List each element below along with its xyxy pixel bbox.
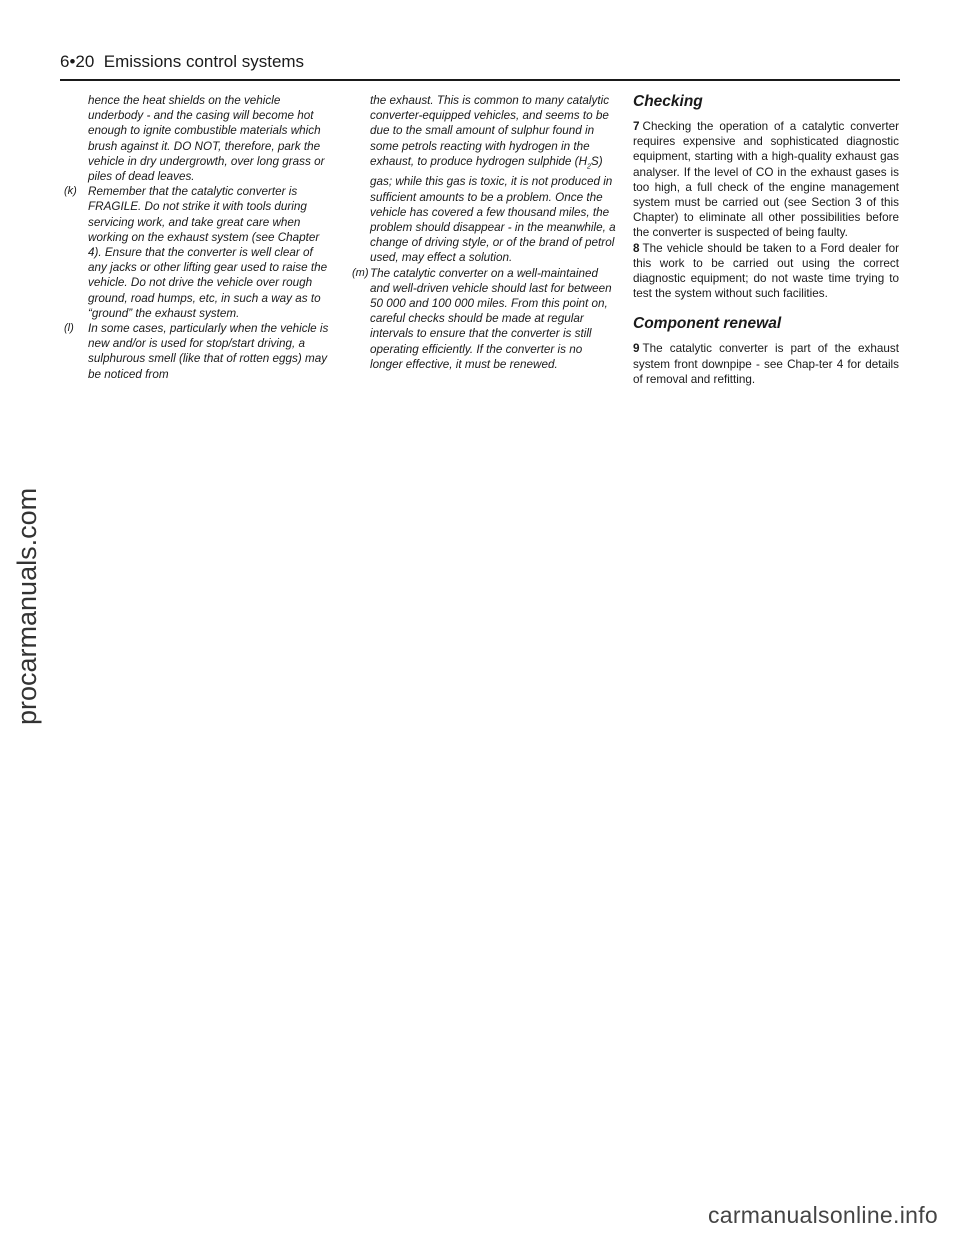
paragraph-7	[633, 119, 899, 241]
section-title: Emissions control systems	[103, 52, 305, 71]
list-item-m	[352, 266, 617, 372]
paragraph-9	[633, 341, 899, 387]
page-header	[60, 52, 304, 72]
continued-text: hence the heat shields on the vehicle underbody - and the casing will become hot enough to ignite combustible materials which brush against it. DO NOT, therefore, park the vehicle in dry undergrowth, over long grass or piles of dead leaves.	[88, 94, 325, 184]
heading-component-renewal: Component renewal	[633, 315, 782, 333]
list-item-k	[64, 184, 334, 321]
item-text: The catalytic converter on a well-maintained and well-driven vehicle should last for between 50 000 and 100 000 miles. From this point on, careful checks should be made at regular intervals to ensure that the converter is still operating efficiently. If the converter is no longer effective, it must be renewed.	[370, 266, 612, 371]
paragraph-8	[633, 241, 899, 302]
header-rule	[60, 79, 900, 81]
paragraph-number: 9	[633, 342, 640, 356]
item-text: In some cases, particularly when the vehicle is new and/or is used for stop/start driving, a sulphurous smell (like that of rotten eggs) may be noticed from	[88, 322, 329, 381]
item-text: Remember that the catalytic converter is FRAGILE. Do not strike it with tools during servicing work, and take great care when working on the exhaust system (see Chapter 4). Ensure that the converter is well clear of any jacks or other lifting gear used to raise the vehicle. Do not drive the vehicle over rough ground, road humps, etc, in such a way as to “ground” the exhaust system.	[88, 185, 328, 320]
page-number: 6•20	[60, 52, 95, 71]
item-label: (k)	[64, 185, 77, 198]
paragraph-text: The vehicle should be taken to a Ford dealer for this work to be carried out using the correct diagnostic equipment; do not waste time trying to test the system without such facilities.	[633, 241, 899, 301]
heading-checking: Checking	[633, 93, 703, 110]
text-part: the exhaust. This is common to many catalytic converter-equipped vehicles, and seems to be due to the small amount of sulphur found in some petrols reacting with hydrogen in the exhaust, to produce hydrogen sulphide (H	[370, 94, 610, 168]
paragraph-number: 8	[633, 241, 640, 255]
watermark-side: procarmanuals.com	[12, 487, 42, 725]
continued-text	[352, 93, 617, 266]
column-1	[64, 93, 334, 382]
item-label: (l)	[64, 322, 74, 335]
list-item-l	[64, 321, 334, 382]
paragraph-number: 7	[633, 120, 640, 133]
column-3	[633, 93, 899, 387]
paragraph-text: The catalytic converter is part of the exhaust system front downpipe - see Chap-ter 4 for details of removal and refitting.	[633, 342, 899, 386]
paragraph-text: Checking the operation of a catalytic converter requires expensive and sophisticated diagnostic equipment, starting with a high-quality exhaust gas analyser. If the level of CO in the exhaust gases is too high, a full check of the engine management system must be carried out (see Section 3 of this Chapter) to eliminate all other possibilities before the converter is suspected of being faulty.	[633, 120, 899, 240]
watermark-bottom: carmanualsonline.info	[707, 1202, 938, 1228]
item-label: (m)	[352, 266, 369, 279]
text-part: S) gas; while this gas is toxic, it is not produced in sufficient amounts to be a problem. Once the vehicle has covered a few thousand miles, the problem should disappear - in the meanwhile, a change of driving style, or of the brand of petrol used, may effect a solution.	[370, 154, 616, 265]
subscript: 2	[587, 163, 591, 171]
column-2	[352, 93, 617, 372]
